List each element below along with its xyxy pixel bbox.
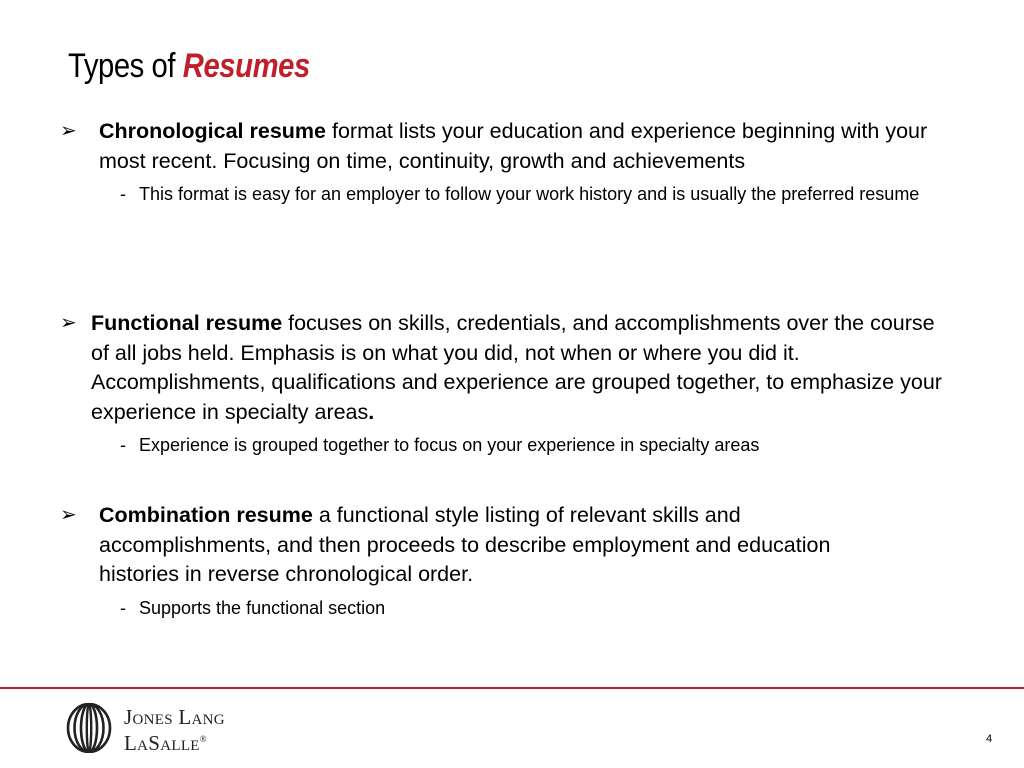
bullet-description: focuses on skills, credentials, and accomplishments over the course of all jobs held. Emphasis is on what you did, not when or where you did it. Accomplishments, qualifications and experience are grouped together, to emphasize your experience in specialty areas (91, 311, 942, 424)
slide-title (68, 46, 310, 86)
sub-bullet (120, 182, 929, 207)
arrowhead-bullet-icon: ➢ (60, 312, 77, 334)
sub-bullet (120, 596, 929, 621)
bullet-description: format lists your education and experience beginning with your most recent. Focusing on time, continuity, growth and achievements (99, 119, 928, 173)
arrowhead-bullet-icon: ➢ (60, 504, 77, 526)
title-accent: Resumes (182, 47, 310, 85)
bullet-combination (60, 501, 960, 621)
sub-bullet-text: Supports the functional section (139, 597, 386, 618)
bullet-term: Chronological resume (99, 119, 326, 143)
sub-bullet (120, 433, 959, 458)
bullet-text (99, 117, 944, 176)
bullet-description: a functional style listing of relevant skills and accomplishments, and then proceeds to describe employment and education histories in reverse chronological order. (99, 503, 831, 586)
title-plain: Types of (68, 47, 183, 85)
dash-marker: - (120, 597, 126, 618)
logo-line-2-text: LaSalle (124, 731, 200, 755)
dash-marker: - (120, 184, 126, 204)
logo-line-2 (124, 728, 225, 754)
bullet-chronological (60, 117, 960, 207)
footer-divider (0, 687, 1024, 689)
registered-mark: ® (199, 734, 207, 744)
company-logo-text (124, 706, 225, 754)
bullet-term: Combination resume (99, 503, 313, 527)
sub-bullet-text: This format is easy for an employer to follow your work history and is usually the preferred resume (139, 184, 920, 204)
bullet-term: Functional resume (91, 311, 283, 335)
logo-line-1: Jones Lang (124, 705, 225, 729)
bullet-text (91, 309, 951, 427)
dash-marker: - (120, 435, 126, 455)
bullet-text (99, 501, 899, 590)
bullet-end-period: . (368, 399, 375, 424)
sub-bullet-text: Experience is grouped together to focus on your experience in specialty areas (139, 435, 760, 455)
bullet-functional (60, 309, 960, 458)
jll-emblem-icon (66, 703, 112, 753)
page-number: 4 (986, 733, 993, 745)
arrowhead-bullet-icon: ➢ (60, 120, 77, 142)
